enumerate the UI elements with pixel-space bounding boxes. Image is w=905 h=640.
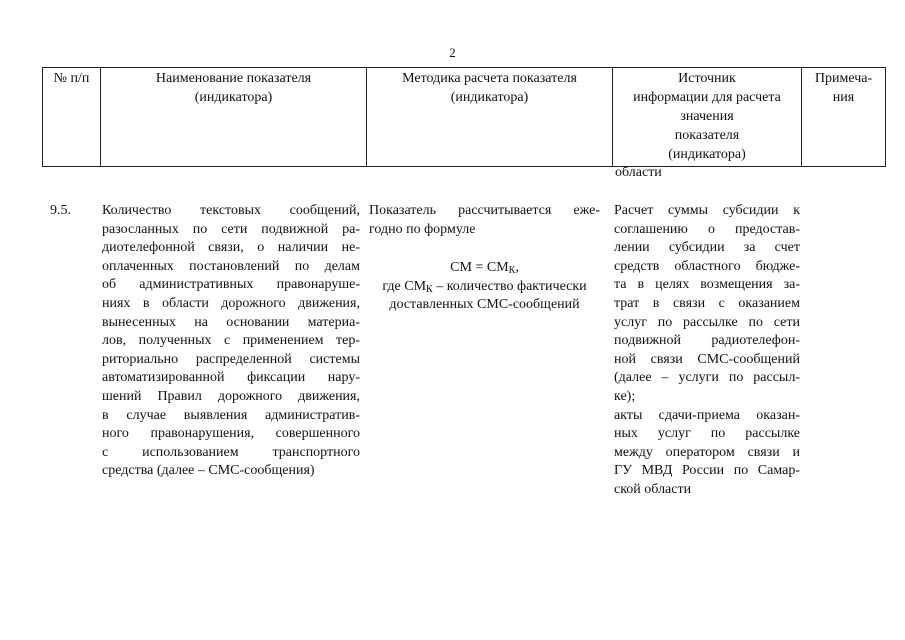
text-line: лов, полученных с применением тер- bbox=[102, 333, 360, 349]
text-line: лении субсидии за счет bbox=[614, 240, 800, 256]
text-line: ных услуг по рассылке bbox=[614, 426, 800, 442]
header-notes: Примеча- ния bbox=[802, 68, 886, 167]
indicator-table-header bbox=[42, 67, 886, 167]
information-source-cell bbox=[614, 202, 800, 500]
text-line: акты сдачи-приема оказан- bbox=[614, 407, 800, 423]
header-row bbox=[43, 68, 886, 167]
text-line: шений Правил дорожного движения, bbox=[102, 388, 360, 404]
page-number: 2 bbox=[449, 45, 456, 60]
header-information-source: Источник информации для расчета значения показателя (индикатора) bbox=[613, 68, 802, 167]
row-number: 9.5. bbox=[50, 203, 71, 218]
text-line: Расчет суммы субсидии к bbox=[614, 203, 800, 218]
text-line: Количество текстовых сообщений, bbox=[102, 203, 360, 218]
formula bbox=[369, 259, 600, 278]
text-line: подвижной радиотелефон- bbox=[614, 333, 800, 349]
text-line: ке); bbox=[614, 388, 636, 404]
continuation-text: области bbox=[615, 165, 662, 180]
text-line: об административных правонаруше- bbox=[102, 277, 360, 293]
text-line: оплаченных постановлений по делам bbox=[102, 258, 360, 274]
text-line: ниях в области дорожного движения, bbox=[102, 295, 360, 311]
formula-subscript: К bbox=[508, 265, 516, 277]
text-line: с использованием транспортного bbox=[102, 444, 360, 460]
text-line: в случае выявления административ- bbox=[102, 407, 360, 423]
text-line: ской области bbox=[614, 481, 692, 497]
method-intro bbox=[369, 202, 600, 239]
explain-rest: – количество фактически bbox=[432, 278, 587, 294]
header-indicator-name: Наименование показателя (индикатора) bbox=[101, 68, 367, 167]
text-line: средства (далее – СМС-сообщения) bbox=[102, 463, 315, 479]
text-line: соглашению о предостав- bbox=[614, 221, 800, 237]
text-line: риториально распределенной системы bbox=[102, 351, 360, 367]
text-line: ного правонарушения, совершенного bbox=[102, 426, 360, 442]
text-line: разосланных по сети подвижной ра- bbox=[102, 221, 360, 237]
text-line: трат в связи с оказанием bbox=[614, 295, 800, 311]
text-line: вынесенных на основании материа- bbox=[102, 314, 360, 330]
formula-tail: , bbox=[515, 260, 519, 276]
text-line: ной связи СМС-сообщений bbox=[614, 351, 800, 367]
text-line: между оператором связи и bbox=[614, 444, 800, 460]
header-calculation-method: Методика расчета показателя (индикатора) bbox=[367, 68, 613, 167]
text-line: та в целях возмещения за- bbox=[614, 277, 800, 293]
text-line: услуг по рассылке по сети bbox=[614, 314, 800, 330]
text-line: автоматизированной фиксации нару- bbox=[102, 370, 360, 386]
text-line: Показатель рассчитывается еже- bbox=[369, 203, 600, 218]
formula-explanation-line2: доставленных СМС-сообщений bbox=[389, 297, 580, 313]
explain-subscript: К bbox=[426, 283, 433, 295]
text-line: ГУ МВД России по Самар- bbox=[614, 463, 800, 479]
text-line: диотелефонной связи, о наличии не- bbox=[102, 240, 360, 256]
formula-explanation bbox=[369, 278, 600, 297]
indicator-name-cell bbox=[102, 202, 360, 481]
text-line: годно по формуле bbox=[369, 221, 476, 237]
text-line: (далее – услуги по рассыл- bbox=[614, 370, 800, 386]
formula-main: СМ = СМ bbox=[450, 260, 509, 276]
text-line: средств областного бюдже- bbox=[614, 258, 800, 274]
header-number: № п/п bbox=[43, 68, 101, 167]
calculation-method-cell bbox=[369, 202, 600, 315]
explain-prefix: где СМ bbox=[382, 278, 427, 294]
